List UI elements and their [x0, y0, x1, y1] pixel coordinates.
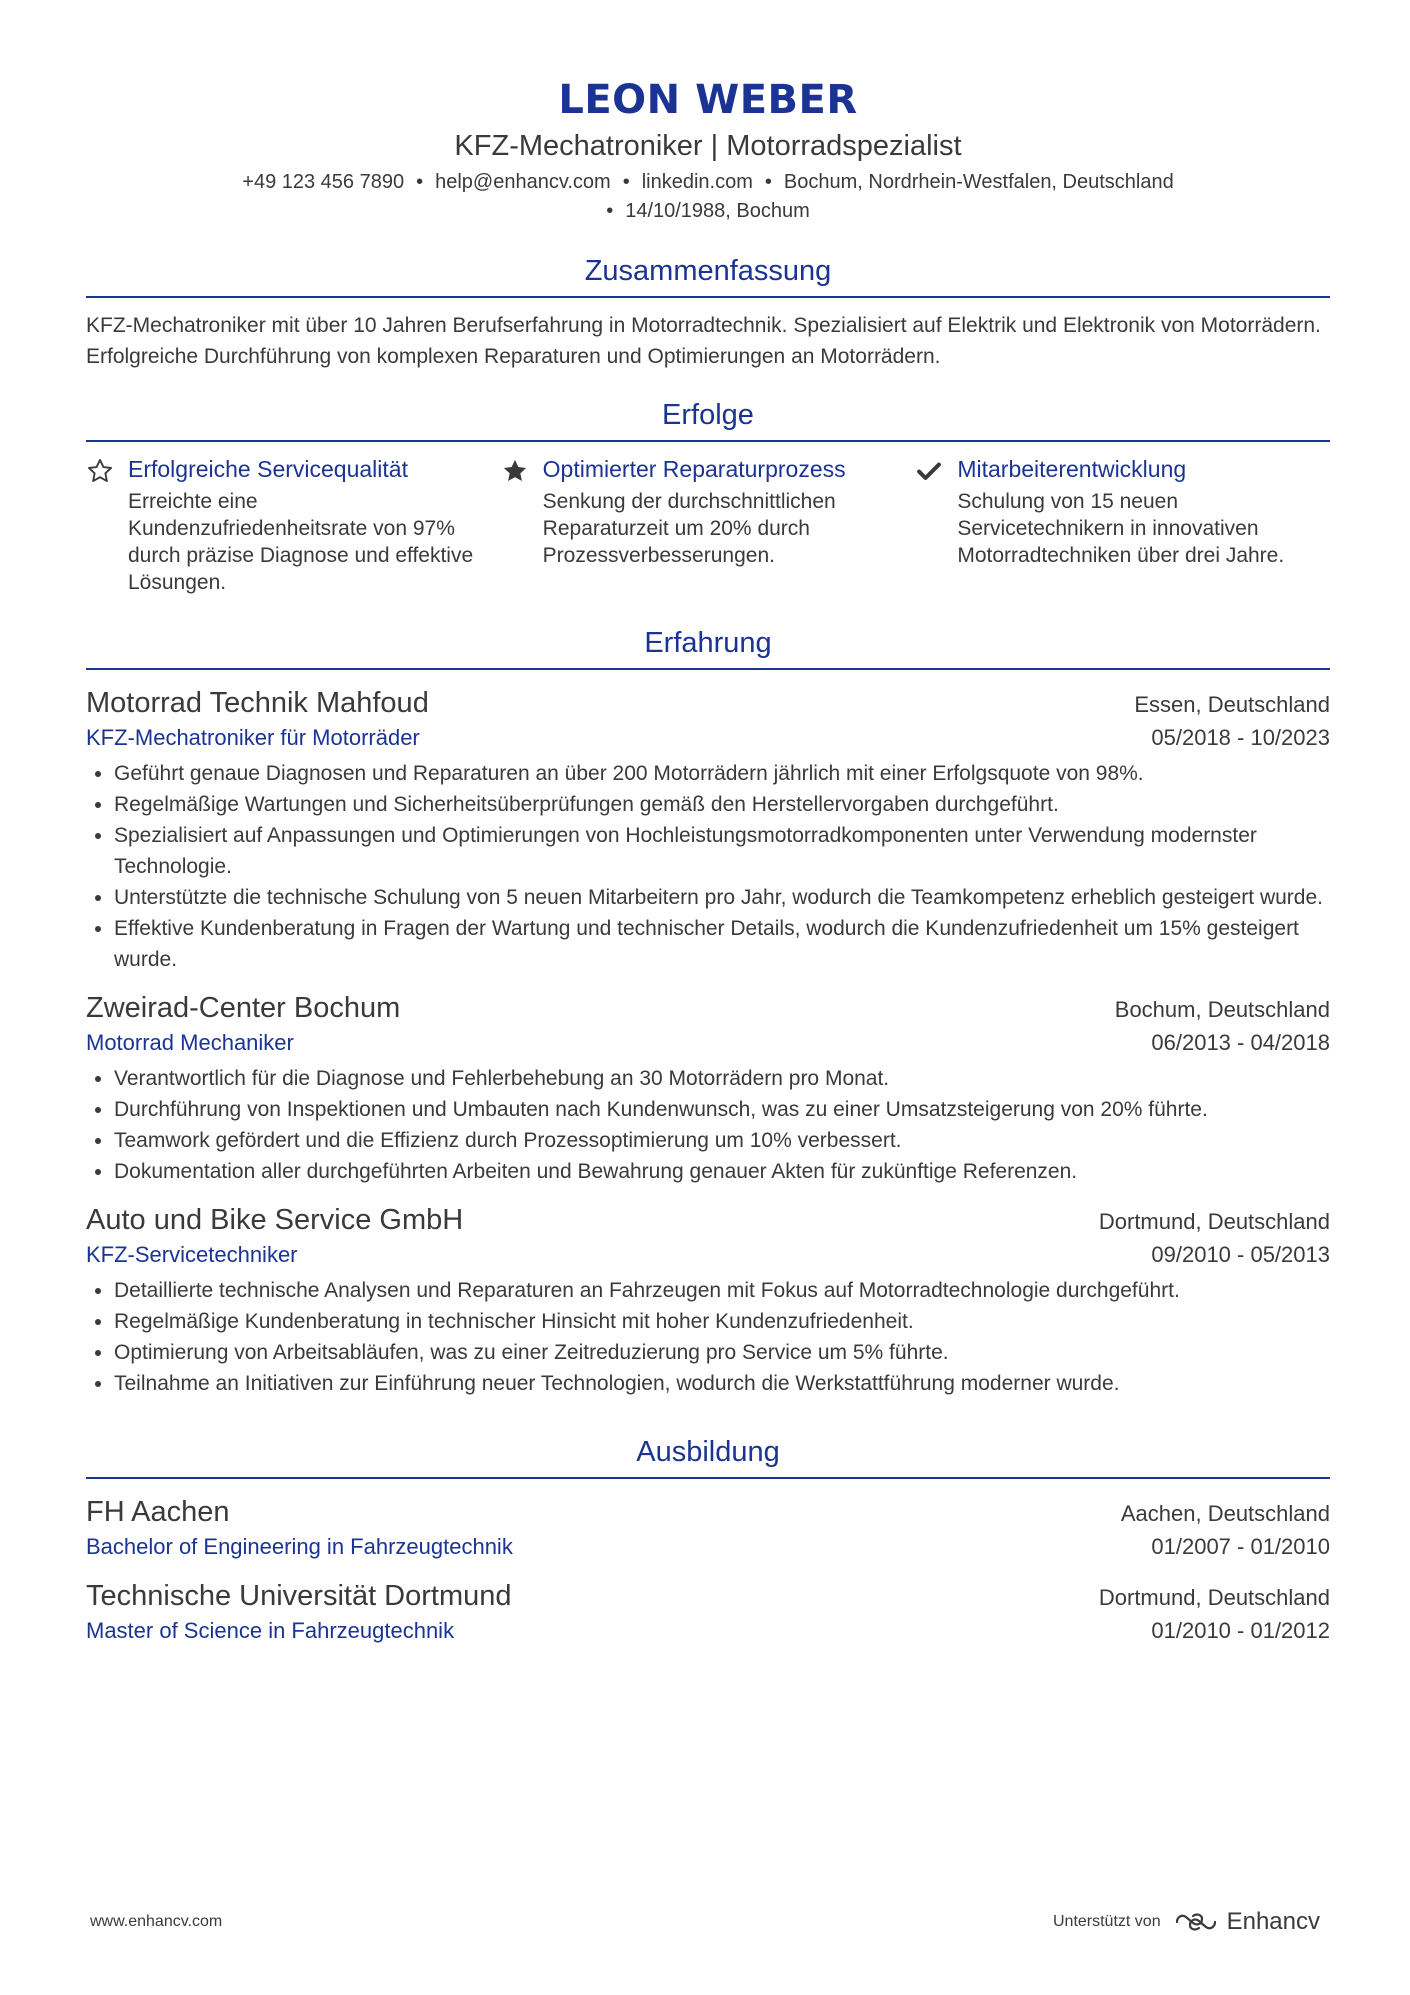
- checkmark-icon: [915, 454, 957, 596]
- job-role: KFZ-Servicetechniker: [86, 1242, 298, 1267]
- job-location: Dortmund, Deutschland: [1098, 1209, 1330, 1234]
- achievement-desc: Senkung der durchschnittlichen Reparaturzeit um 20% durch Prozessverbesserungen.: [542, 490, 836, 567]
- contact-location: Bochum, Nordrhein-Westfalen, Deutschland: [783, 171, 1174, 193]
- education-dates: 01/2010 - 01/2012: [1151, 1618, 1330, 1643]
- education-section: [86, 1433, 1330, 1647]
- company-name: Zweirad-Center Bochum: [86, 992, 401, 1024]
- achievement-item: [86, 454, 501, 596]
- job-dates: 05/2018 - 10/2023: [1151, 725, 1330, 750]
- list-item: • Verantwortlich für die Diagnose und Fehlerbehebung an 30 Motorrädern pro Monat.: [114, 1063, 1330, 1094]
- list-item: • Regelmäßige Kundenberatung in technischer Hinsicht mit hoher Kundenzufriedenheit.: [114, 1306, 1330, 1337]
- job-dates: 09/2010 - 05/2013: [1151, 1242, 1330, 1267]
- achievements-heading: Erfolge: [86, 396, 1330, 442]
- experience-entry: [86, 684, 1330, 975]
- list-item: • Effektive Kundenberatung in Fragen der Wartung und technischer Details, wodurch die Kundenzufriedenheit um 15% gesteigert wurde.: [114, 913, 1330, 975]
- experience-heading: Erfahrung: [86, 624, 1330, 670]
- experience-section: [86, 624, 1330, 1399]
- achievement-desc: Schulung von 15 neuen Servicetechnikern in innovativen Motorradtechniken über drei Jahre.: [957, 490, 1285, 567]
- school-name: Technische Universität Dortmund: [86, 1580, 512, 1612]
- achievement-item: [501, 454, 916, 596]
- resume-header: [86, 0, 1330, 226]
- enhancv-logo-icon: [1173, 1910, 1219, 1934]
- job-role: KFZ-Mechatroniker für Motorräder: [86, 725, 420, 750]
- job-role: Motorrad Mechaniker: [86, 1030, 294, 1055]
- contact-linkedin[interactable]: linkedin.com: [641, 171, 753, 193]
- achievement-desc: Erreichte eine Kundenzufriedenheitsrate von 97% durch präzise Diagnose und effektive Lösungen.: [128, 490, 474, 594]
- summary-section: [86, 252, 1330, 372]
- education-dates: 01/2007 - 01/2010: [1151, 1534, 1330, 1559]
- achievement-item: [915, 454, 1330, 596]
- resume-content: [86, 0, 1330, 1647]
- achievement-title: Mitarbeiterentwicklung: [957, 456, 1187, 482]
- list-item: • Teilnahme an Initiativen zur Einführung neuer Technologien, wodurch die Werkstattführung moderner wurde.: [114, 1368, 1330, 1399]
- list-item: • Regelmäßige Wartungen und Sicherheitsüberprüfungen gemäß den Herstellervorgaben durchgeführt.: [114, 789, 1330, 820]
- education-entry: [86, 1493, 1330, 1563]
- achievement-title: Erfolgreiche Servicequalität: [128, 456, 408, 482]
- school-location: Dortmund, Deutschland: [1098, 1585, 1330, 1610]
- candidate-title: KFZ-Mechatroniker | Motorradspezialist: [454, 130, 962, 162]
- school-location: Aachen, Deutschland: [1120, 1501, 1330, 1526]
- list-item: • Detaillierte technische Analysen und Reparaturen an Fahrzeugen mit Fokus auf Motorradtechnologie durchgeführt.: [114, 1275, 1330, 1306]
- achievements-list: [86, 454, 1330, 596]
- education-entry: [86, 1577, 1330, 1647]
- powered-by-label: Unterstützt von: [1052, 1913, 1161, 1930]
- powered-by: [1053, 1908, 1320, 1936]
- enhancv-brand: Enhancv: [1226, 1908, 1320, 1935]
- list-item: • Geführt genaue Diagnosen und Reparaturen an über 200 Motorrädern jährlich mit einer Erfolgsquote von 98%.: [114, 758, 1330, 789]
- contact-phone: +49 123 456 7890: [242, 171, 405, 193]
- job-bullets: [86, 1275, 1330, 1399]
- education-heading: Ausbildung: [86, 1433, 1330, 1479]
- achievements-section: [86, 396, 1330, 596]
- star-outline-icon: [86, 454, 128, 596]
- list-item: • Dokumentation aller durchgeführten Arbeiten und Bewahrung genauer Akten für zukünftige Referenzen.: [114, 1156, 1330, 1187]
- company-name: Auto und Bike Service GmbH: [86, 1204, 464, 1236]
- page-footer: [90, 1908, 1320, 1936]
- job-location: Bochum, Deutschland: [1114, 997, 1330, 1022]
- list-item: • Teamwork gefördert und die Effizienz durch Prozessoptimierung um 10% verbessert.: [114, 1125, 1330, 1156]
- list-item: • Spezialisiert auf Anpassungen und Optimierungen von Hochleistungsmotorradkomponenten unter Verwendung modernster Technologie.: [114, 820, 1330, 882]
- school-name: FH Aachen: [86, 1496, 230, 1528]
- contact-info: +49 123 456 7890 • help@enhancv.com • linkedin.com • Bochum, Nordrhein-Westfalen, Deutschland • 14/10/1988, Bochum: [242, 171, 1174, 222]
- job-location: Essen, Deutschland: [1134, 692, 1330, 717]
- experience-entry: [86, 1201, 1330, 1399]
- job-dates: 06/2013 - 04/2018: [1151, 1030, 1330, 1055]
- list-item: • Unterstützte die technische Schulung von 5 neuen Mitarbeitern pro Jahr, wodurch die Teamkompetenz erheblich gesteigert wurde.: [114, 882, 1330, 913]
- footer-website[interactable]: www.enhancv.com: [90, 1913, 223, 1930]
- list-item: • Optimierung von Arbeitsabläufen, was zu einer Zeitreduzierung pro Service um 5% führte.: [114, 1337, 1330, 1368]
- job-bullets: [86, 758, 1330, 975]
- list-item: • Durchführung von Inspektionen und Umbauten nach Kundenwunsch, was zu einer Umsatzsteigerung von 20% führte.: [114, 1094, 1330, 1125]
- candidate-name: LEON WEBER: [558, 77, 858, 123]
- contact-birth: 14/10/1988, Bochum: [625, 200, 810, 222]
- experience-entry: [86, 989, 1330, 1187]
- job-bullets: [86, 1063, 1330, 1187]
- star-filled-icon: [501, 454, 543, 596]
- summary-text: KFZ-Mechatroniker mit über 10 Jahren Berufserfahrung in Motorradtechnik. Spezialisiert auf Elektrik und Elektronik von Motorrädern. Erfolgreiche Durchführung von komplexen Reparaturen und Optimierungen an Motorrädern.: [86, 314, 1321, 368]
- contact-email[interactable]: help@enhancv.com: [435, 171, 611, 193]
- company-name: Motorrad Technik Mahfoud: [86, 687, 429, 719]
- summary-heading: Zusammenfassung: [86, 252, 1330, 298]
- degree-name: Master of Science in Fahrzeugtechnik: [86, 1618, 455, 1643]
- achievement-title: Optimierter Reparaturprozess: [542, 456, 846, 482]
- degree-name: Bachelor of Engineering in Fahrzeugtechnik: [86, 1534, 513, 1559]
